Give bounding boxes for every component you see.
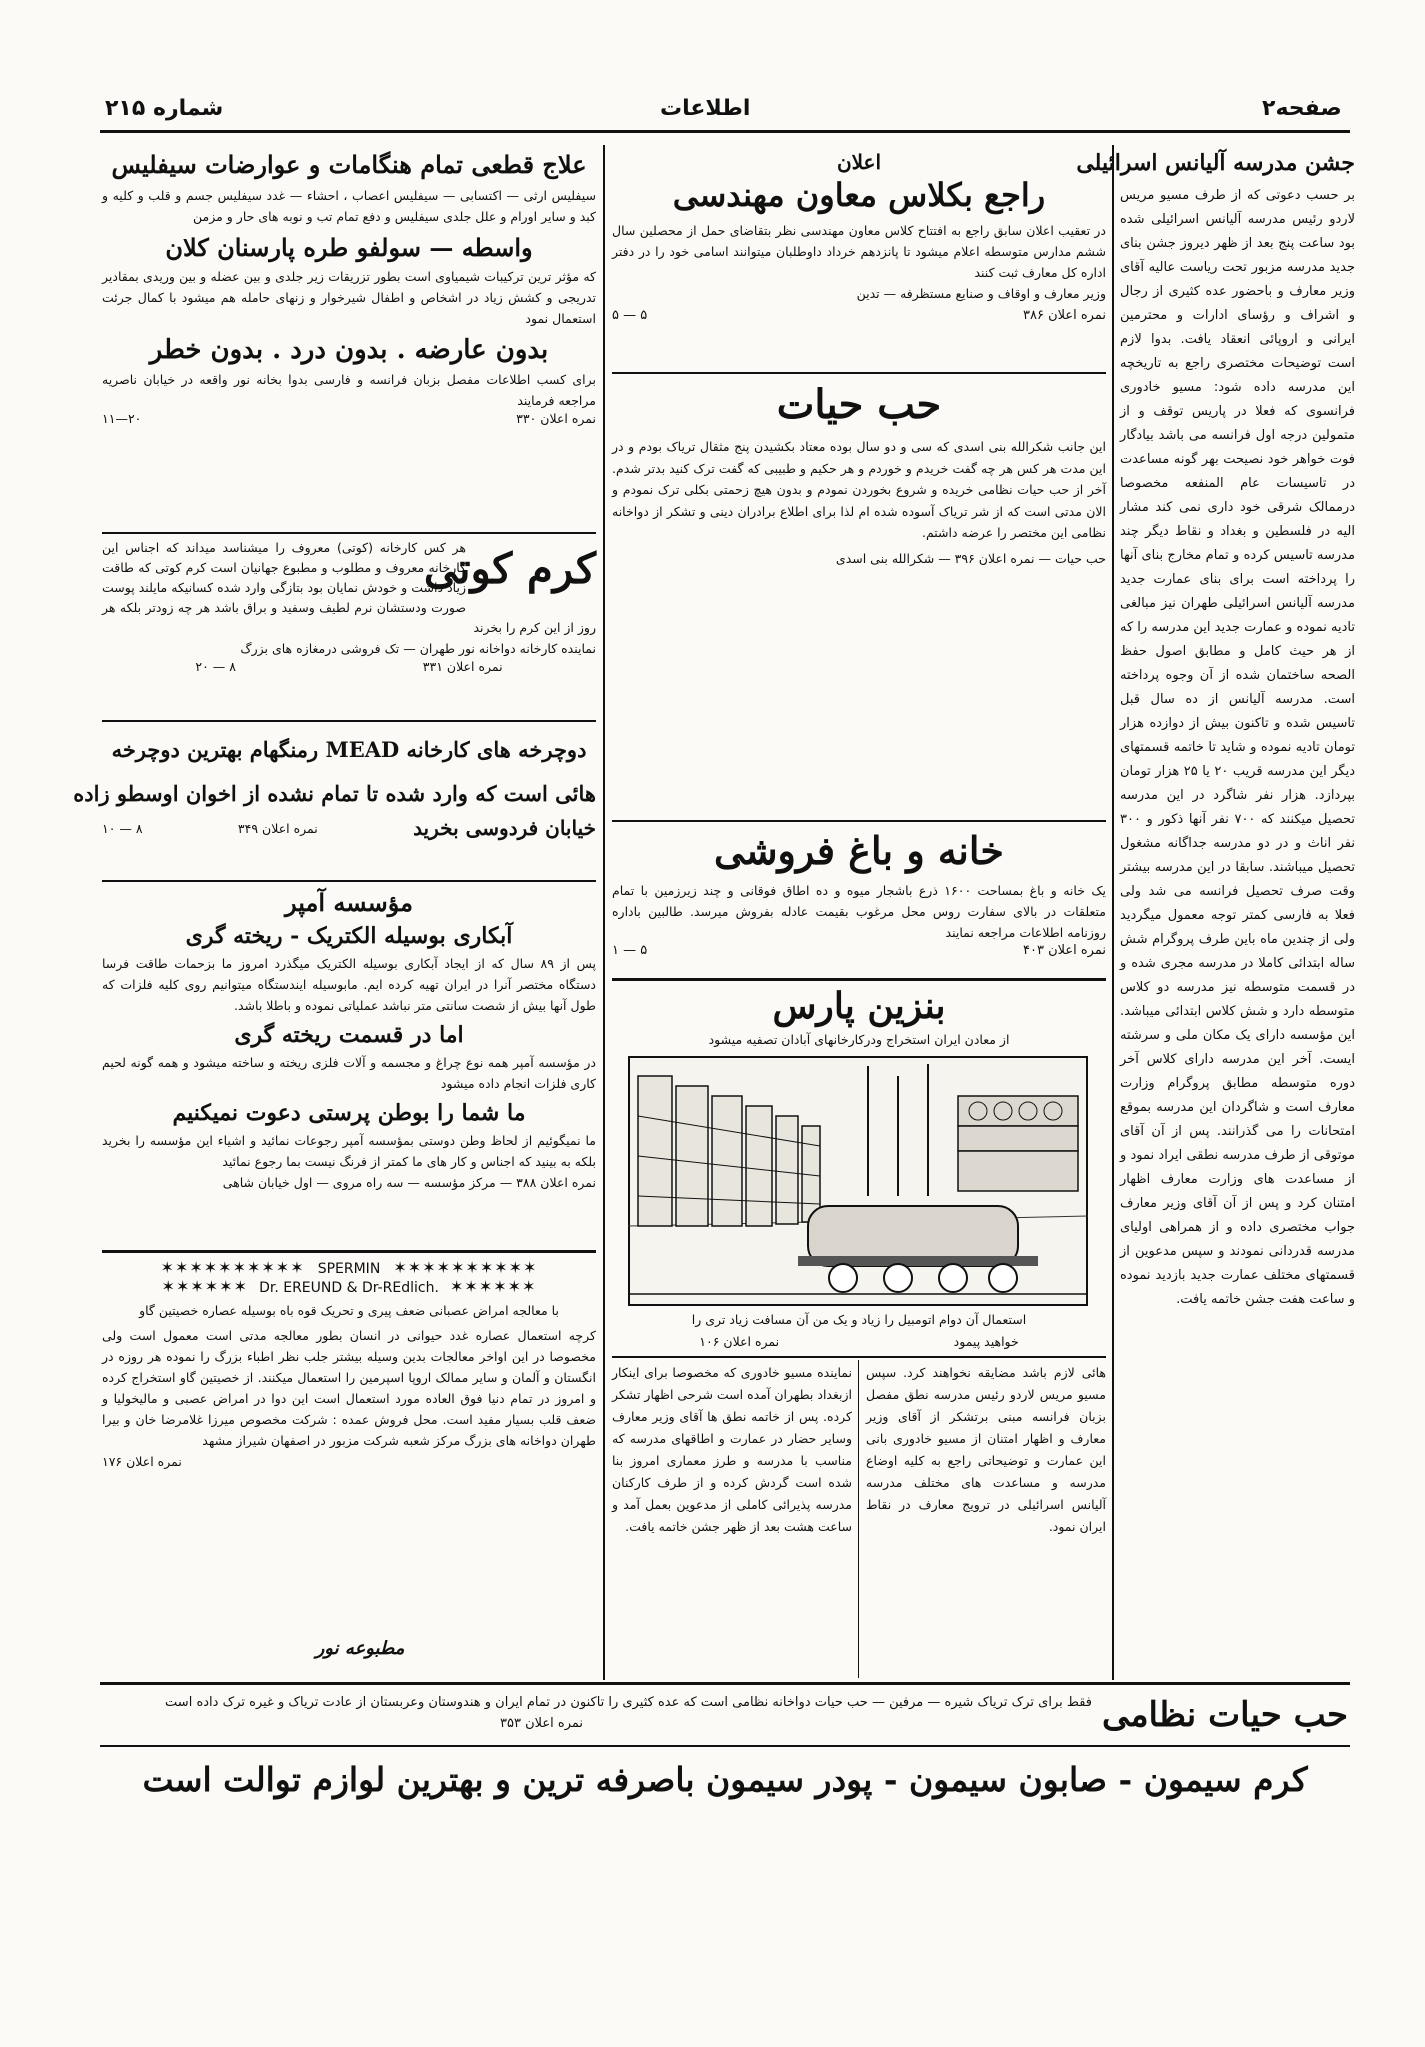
header-rule: [100, 130, 1350, 133]
ad-title: کرم کوتی: [423, 544, 596, 593]
ad-divider: [612, 820, 1106, 822]
toilet-slogan: کرم سیمون - صابون سیمون - پودر سیمون باصرفه ترین و بهترین لوازم توالت است: [142, 1760, 1308, 1799]
column-divider: [1112, 145, 1114, 1680]
ad-divider: [102, 720, 596, 722]
ad-divider: [612, 978, 1106, 981]
ad-title: حب حیات: [776, 381, 942, 428]
article-continuation: [612, 1362, 852, 1680]
article-body: نماینده مسیو خادوری که مخصوصا برای اینکار ازبغداد بطهران آمده است شرحی اظهار تشکر کرده. پس از خاتمه نطق ها آقای وزیر معارف وسایر حضار در عمارت و اطاقهای مدرسه که مناسب با مدرسه و طرز معماری امروز بنا شده است گردش کرده و از طرف کارکنان مدرسه پذیرائی کاملی از مدعوین بعمل آمد و ساعت هشت بعد از ظهر جشن خاتمه یافت.: [612, 1365, 852, 1534]
ad-body: سیفلیس ارثی — اکتسابی — سیفلیس اعصاب ، احشاء — غدد سیفلیس جسم و قلب و کلیه و کبد و سایر اورام و علل جلدی سیفلیس و دفع تمام تب و نوبه های حار و مزمن: [102, 188, 596, 224]
ad-code: ۸ — ۲۰: [195, 659, 236, 674]
brand-name: SPERMIN: [317, 1261, 381, 1277]
doctor-names: Dr. EREUND & Dr-REdlich.: [259, 1280, 439, 1296]
ad-title: بنزین پارس: [772, 985, 946, 1027]
star-border-icon: ✶✶✶✶✶✶✶✶✶✶: [160, 1258, 305, 1277]
ad-subtitle: ما شما را بوطن پرستی دعوت نمیکنیم: [172, 1100, 526, 1126]
ad-footer: برای کسب اطلاعات مفصل بزبان فرانسه و فارسی بدوا بخانه نور واقعه در خیابان ناصریه مراجعه فرمایند: [102, 372, 596, 408]
right-column: [1076, 150, 1355, 1675]
benzin-pars-ad: [612, 984, 1106, 1028]
refinery-illustration: [628, 1056, 1088, 1306]
ad-line: خیابان فردوسی بخرید: [413, 816, 596, 840]
footer-ad-text: فقط برای ترک تریاک شیره — مرفین — حب حیات دواخانه نظامی است که عده کثیری را تاکنون در تمام ایران و هندوستان وعربستان از عادت تریاک و غیره ترک داده است: [165, 1695, 1092, 1710]
footer-ad-title: حب حیات نظامی: [1102, 1695, 1348, 1735]
ad-signature: وزیر معارف و اوقاف و صنایع مستظرفه — تدین: [856, 286, 1106, 301]
star-border-icon: ✶✶✶✶✶✶: [450, 1277, 537, 1296]
ad-body: در مؤسسه آمپر همه نوع چراغ و مجسمه و آلات فلزی ریخته و ساخته میشود و همه گونه لحیم کاری فلزات انجام داده میشود: [102, 1055, 596, 1091]
coty-cream-ad: [102, 538, 596, 718]
ad-number: نمره اعلان ۳۳۰: [516, 411, 596, 426]
ad-line: هائی است که وارد شده تا تمام نشده از اخوان اوسطو زاده: [73, 781, 596, 806]
star-border-icon: ✶✶✶✶✶✶✶✶✶✶: [393, 1258, 538, 1277]
printer-name: مطبوعه نور: [315, 1638, 405, 1659]
page-number: صفحه۲: [1262, 96, 1342, 121]
ad-number: نمره اعلان ۳۳۱: [422, 659, 503, 674]
ad-body: یک خانه و باغ بمساحت ۱۶۰۰ ذرع باشجار میوه و ده اطاق فوقانی و چند زیرزمین با تمام متعلقات در بالای سفارت روس محل مرغوب بقیمت عادله بفروش میرسد. طالبین باداره روزنامه اطلاعات مراجعه نمایند: [612, 883, 1106, 940]
ad-title: راجع بکلاس معاون مهندسی: [672, 176, 1046, 214]
ad-subtitle: اما در قسمت ریخته گری: [234, 1022, 464, 1048]
hab-hayat-ad: [612, 380, 1106, 820]
ad-number: نمره اعلان ۳۸۶: [1022, 308, 1106, 323]
footer-rule: [100, 1682, 1350, 1685]
syphilis-ad: [102, 150, 596, 530]
ad-code: ۵ — ۵: [612, 308, 648, 323]
ad-body: ما نمیگوئیم از لحاظ وطن دوستی بمؤسسه آمپر رجوعات نمائید و اشیاء این مؤسسه را بخرید بلکه به بینید که اجناس و کار های ما کمتر از فرنگ نیست بما رجوع نمائید: [102, 1133, 596, 1169]
article-title: جشن مدرسه آلیانس اسرائیلی: [1076, 150, 1355, 176]
issue-number: شماره ۲۱۵: [105, 96, 224, 121]
ad-body: پس از ۸۹ سال که از ایجاد آبکاری بوسیله الکتریک میگذرد امروز ما بزحمات طاقت فرسا دستگاه مختصر آنرا در ایران تهیه کرده ایم. مابوسیله ایندستگاه میتوانیم روی کلیه فلزات که طول آنها بیش از شصت سانتی متر نباشد عملیاتی نموده و باطلا باشد.: [102, 956, 596, 1013]
ad-divider: [612, 1356, 1106, 1358]
ad-line: دوچرخه های کارخانه MEAD رمنگهام بهترین دوچرخه: [111, 737, 587, 762]
ad-caption: استعمال آن دوام اتومبیل را زیاد و یک من آن مسافت زیاد تری را: [691, 1312, 1027, 1327]
ad-badge: بدون عارضه . بدون درد . بدون خطر: [149, 335, 549, 365]
footer-rule: [100, 1745, 1350, 1747]
ad-signature: حب حیات — نمره اعلان ۳۹۶ — شکرالله بنی اسدی: [835, 550, 1106, 566]
column-divider: [603, 145, 605, 1680]
ad-footer: نمره اعلان ۳۸۸ — مرکز مؤسسه — سه راه مروی — اول خیابان شاهی: [222, 1175, 596, 1190]
ad-divider: [102, 880, 596, 882]
footer-ad-number: نمره اعلان ۳۵۳: [500, 1716, 584, 1731]
column-divider: [858, 1360, 859, 1678]
ad-divider: [102, 1250, 596, 1253]
ad-body: در تعقیب اعلان سابق راجع به افتتاح کلاس معاون مهندسی نظر بتقاضای حمل از محصلین سال ششم مدارس متوسطه اعلام میشود تا پانزدهم خرداد داوطلبان میتوانند اسامی خود را در دفتر اداره کل معارف ثبت کنند: [612, 223, 1106, 280]
newspaper-name: اطلاعات: [660, 96, 751, 121]
ad-caption: خواهید پیمود: [953, 1334, 1019, 1349]
ad-body: کرچه استعمال عصاره غدد حیوانی در انسان بطور معالجه مدتی است معمول است ولی مخصوصا در این اواخر معالجات بدین وسیله بیشتر جلب نظر اطباء بزرگ را نموده هر روزه در انگستان و آلمان و سایر ممالک اروپا اسپرمین را استعمال میکنند. از خصیتین گاو استخراج کرده و امروز در تمام دنیا فوق العاده مورد استعمال است این دوا در امراض عصبی و مالیخولیا و ضعف قلب بسیار مفید است. محل فروش عمده : شرکت مخصوص میرزا غلامرضا خان و بیرا طهران دواخانه های بزرگ مرکز شعبه شرکت مزبور در اصفهان شیراز مشهد: [102, 1328, 596, 1448]
ad-divider: [612, 372, 1106, 374]
ad-code: ۲۰—۱۱: [102, 411, 142, 426]
ad-title: علاج قطعی تمام هنگامات و عوارضات سیفلیس: [111, 150, 587, 179]
ad-subtitle: آبکاری بوسیله الکتریک - ریخته گری: [185, 923, 513, 949]
ad-code: ۵ — ۱: [612, 943, 648, 958]
ad-body: این جانب شکرالله بنی اسدی که سی و دو سال بوده معتاد بکشیدن پنج مثقال تریاک بودم و در این مدت هر کس هر چه گفت خریدم و خوردم و هر حکیم و طبیبی که گفت ترک کنید بدتر شدم. آخر از حب حیات نظامی خریده و شروع بخوردن نمودم و بدون هیچ زحمتی بکلی ترک نمودم و الان مدتی است که از شر تریاک آسوده شده ام لذا برای اطلاع برادران دینی و تشکر از دواخانه نظامی این مختصر را عرضه داشتم.: [612, 439, 1106, 540]
ad-title: خانه و باغ فروشی: [714, 828, 1004, 873]
mead-bicycle-ad: [73, 728, 596, 878]
ad-title: با معالجه امراض عصبانی ضعف پیری و تحریک قوه باه بوسیله عصاره خصیتین گاو: [139, 1303, 559, 1318]
ad-number: نمره اعلان ۴۰۳: [1022, 943, 1106, 958]
ad-body: که مؤثر ترین ترکیبات شیمیاوی است بطور تزریقات زیر جلدی و بین عضله و بین وریدی بمقادیر تدریجی و کشش زیاد در اشخاص و اطفال شیرخوار و زنهای حامله هم میشود با کمال جرئت استعمال نمود: [102, 269, 596, 326]
ad-footer: نماینده کارخانه دواخانه نور طهران — تک فروشی درمغازه های بزرگ: [240, 641, 596, 656]
article-continuation: [866, 1362, 1106, 1680]
article-body: هائی لازم باشد مضایقه نخواهند کرد. سپس مسیو مریس لاردو رئیس مدرسه نطق مفصل بزبان فرانسه مبنی برتشکر از آقای وزیر معارف و اظهار امتنان از مسیو خادوری بانی این عمارت و توضیحاتی راجع به کلیه اوضاع مدرسه و مساعدت های مختلف مدرسه آلیانس اسرائیلی در ترویج معارف در نقاط ایران نمود.: [866, 1365, 1106, 1534]
ad-title: مؤسسه آمپر: [284, 888, 413, 917]
ad-number: نمره اعلان ۱۰۶: [699, 1334, 780, 1349]
ad-number: نمره اعلان ۳۴۹: [237, 820, 318, 836]
spermin-ad: [102, 1258, 596, 1673]
article-body: بر حسب دعوتی که از طرف مسیو مریس لاردو رئیس مدرسه آلیانس اسرائیلی شده بود ساعت پنج بعد از ظهر دیروز جشن بنای جدید مدرسه مزبور تحت ریاست عالیه آقای وزیر معارف و باحضور عده کثیری از رجال و اشراف و رؤسای ادارات و محترمین ایرانی و اروپائی انعقاد یافت. بدوا لازم است توضیحات مختصری راجع به تاریخچه این مدرسه داده شود: مسیو خادوری فرانسوی که فعلا در پاریس توقف و از متمولین درجه اول فرانسه می باشد بیادگار فوت خواهر خود نصیحت بهر گونه مساعدت در تاسیسات عام المنفعه مخصوصا درممالک شرقی خود داری نمی کند مشار الیه در فلسطین و بغداد و نقاط دیگر چند مدرسه تاسیس کرده و تمام مخارج بنای آنها را پرداخته است برای بنای عمارت جدید مدرسه آلیانس اسرائیلی طهران نیز مبالغی تادیه نموده و عمارت جدید این مدرسه را که از هر حیث کامل و مطابق اصول حفظ الصحه ساختمان شده از آن وجوه پرداخته است. مدرسه آلیانس از ده سال قبل تاسیس شده و تاکنون بیش از دوازده هزار تومان تادیه نموده و شاید تا خاتمه قسمتهای دیگر این مدرسه قریب ۲۰ یا ۲۵ هزار تومان بپردازد. هزار نفر شاگرد در این مدرسه تحصیل میکنند که ۷۰۰ نفر آنها ذکور و ۳۰۰ نفر اناث و در دو مدرسه جداگانه مشغول تحصیل میباشند. سابقا در این مدرسه بیشتر وقت صرف تحصیل فرانسه می شد ولی فعلا به فارسی کمتر توجه معمول میگردید ولی از چندین ماه باین طرف پروگرام شش ساله ابتدائی کاملا در مدرسه مجری شده و در قسمت متوسطه نیز مدرسه دو کلاس متوسطه دارد و شش کلاس ابتدائی میباشد. این مؤسسه دارای یک مکان ملی و سرشته ایست. آخر این مدرسه دارای کلاس آخر دوره متوسطه مطابق پروگرام وزارت معارف است و شاگردان این مدرسه بموقع امتحانات را می گذرانند. پس از آن آقای موتوقی از طرف مدرسه نطقی ایراد نمود و از مساعدت های وزارت معارف اظهار امتنان کرد و پس از آن آقای وزیر معارف جواب مختصری داده و از همراهی اولیای مدرسه قدردانی نمودند و سپس مدعوین از قسمتهای مختلف عمارت جدید بازدید نموده و ساعت هفت جشن خاتمه یافت.: [1120, 188, 1355, 1307]
ad-subtitle: از معادن ایران استخراج ودرکارخانهای آبادان تصفیه میشود: [708, 1032, 1010, 1047]
ad-code: ۸ — ۱۰: [102, 820, 143, 836]
amper-institute-ad: [102, 888, 596, 1248]
star-border-icon: ✶✶✶✶✶✶: [161, 1277, 248, 1296]
ad-body: هر کس کارخانه (کوتی) معروف را میشناسد میداند که اجناس این کارخانه معروف و مطلوب و مطبوع جهانیان است کرم کوتی که طاقت زیاد داشت و خودش نمایان بود بتازگی وارد شده کسانیکه مایلند پوست صورت ودستشان نرم لطیف وسفید و براق باشد هر چه زودتر بلکه هر روز از این کرم را بخرند: [102, 540, 596, 635]
ad-label: اعلان: [836, 150, 882, 174]
ad-subtitle: واسطه — سولفو طره پارسنان کلان: [165, 233, 533, 262]
ad-number: نمره اعلان ۱۷۶: [102, 1454, 182, 1469]
house-sale-ad: [612, 826, 1106, 976]
ad-divider: [102, 532, 596, 534]
